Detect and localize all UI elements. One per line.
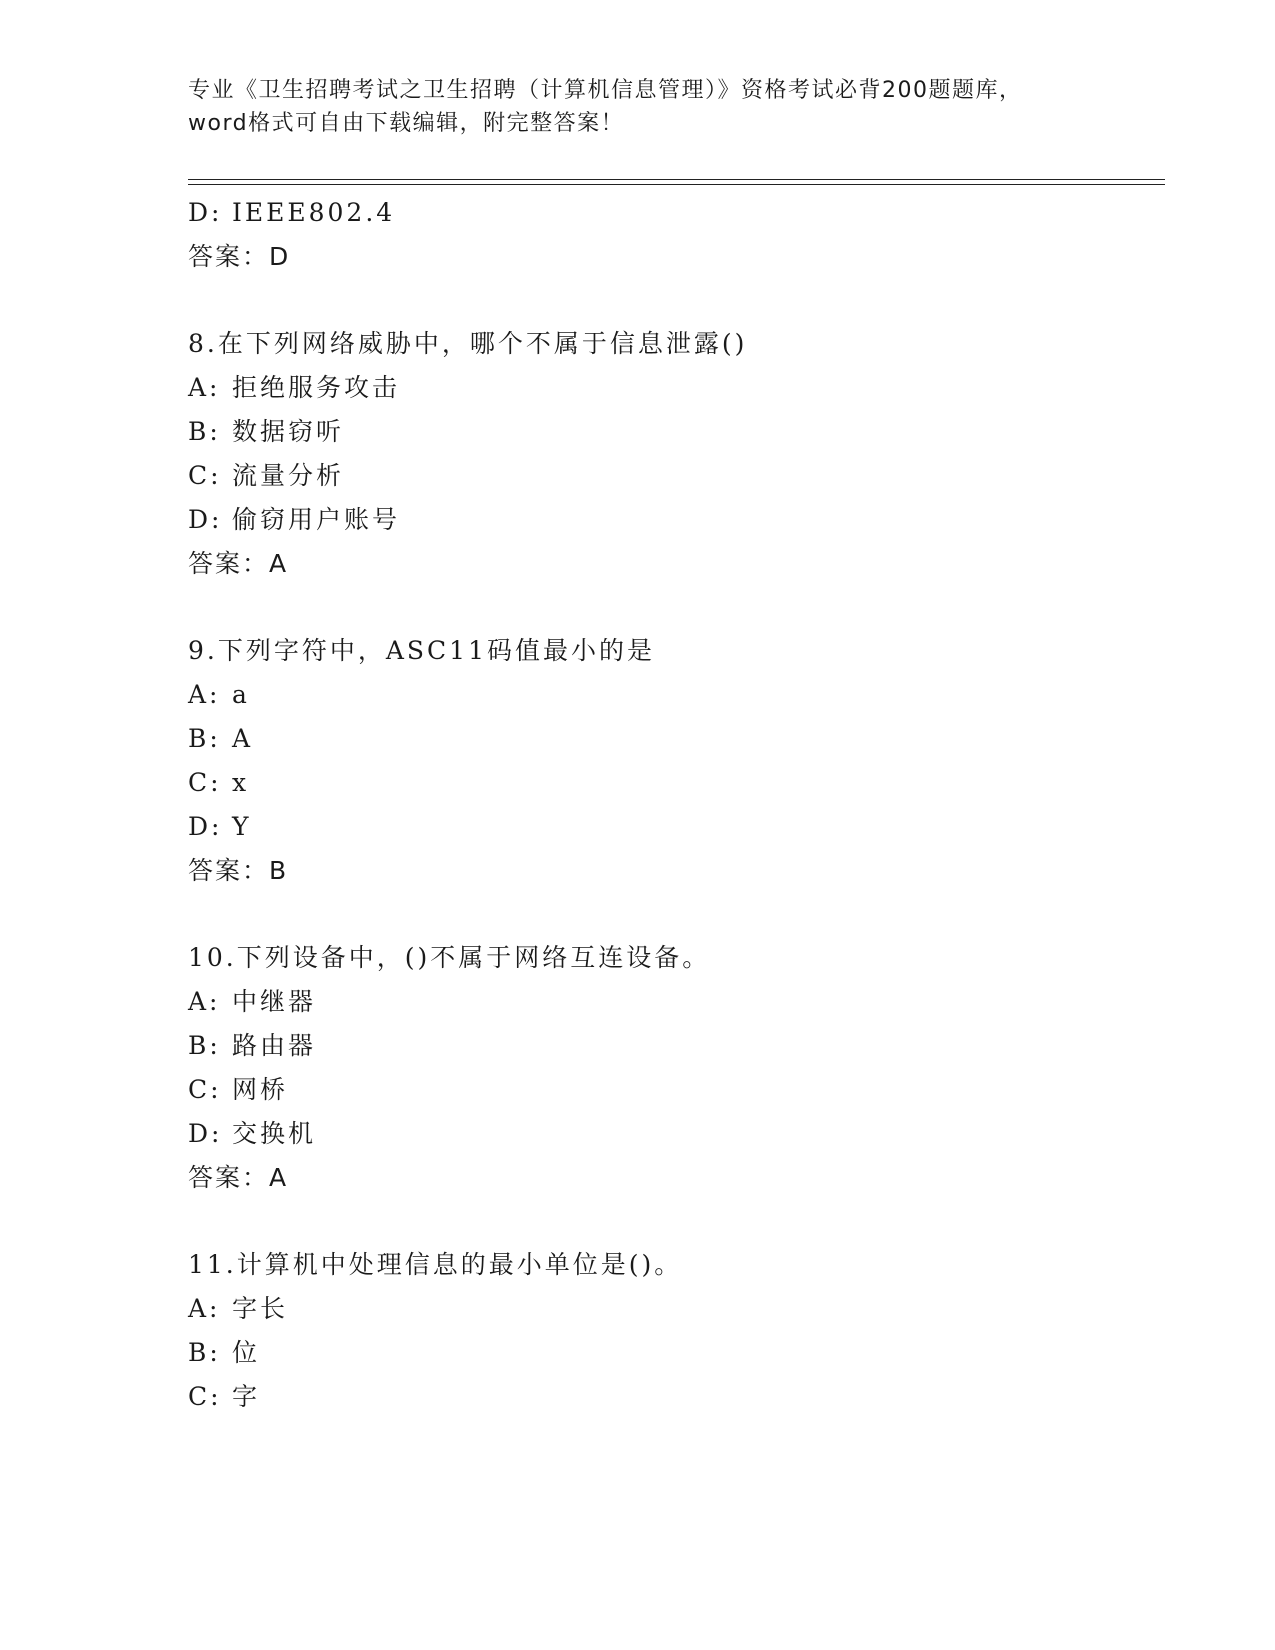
option-key: D: xyxy=(188,1119,223,1148)
option-text: x xyxy=(232,768,250,797)
question-9-stem: 9.下列字符中，ASC11码值最小的是 xyxy=(188,636,655,665)
option-text: 网桥 xyxy=(232,1075,289,1104)
header-divider-bottom xyxy=(188,184,1165,185)
option-text: a xyxy=(232,680,250,709)
option-key: A: xyxy=(188,1294,221,1323)
header-line-1: 专业《卫生招聘考试之卫生招聘（计算机信息管理）》资格考试必背200题题库， xyxy=(188,78,1023,103)
question-10-stem: 10.下列设备中，()不属于网络互连设备。 xyxy=(188,943,711,972)
option-text: 字 xyxy=(232,1382,261,1411)
option-key: D: xyxy=(188,812,223,841)
option-key: D: xyxy=(188,198,223,227)
question-11-option-c xyxy=(188,1380,260,1414)
option-text: 路由器 xyxy=(232,1031,317,1060)
question-8-answer: 答案：A xyxy=(188,549,289,578)
option-text: 中继器 xyxy=(232,987,317,1016)
question-10-option-b xyxy=(188,1029,316,1063)
question-10-answer: 答案：A xyxy=(188,1163,289,1192)
question-8-option-a xyxy=(188,371,400,405)
option-key: B: xyxy=(188,1031,221,1060)
option-key: A: xyxy=(188,680,221,709)
option-text: 字长 xyxy=(232,1294,289,1323)
header-divider-top xyxy=(188,179,1165,180)
option-key: C: xyxy=(188,1382,222,1411)
question-9-option-d xyxy=(188,810,252,844)
question-11-option-a xyxy=(188,1292,288,1326)
question-9-option-a xyxy=(188,678,250,712)
question-10-option-d xyxy=(188,1117,316,1151)
option-key: C: xyxy=(188,461,222,490)
option-text: 偷窃用户账号 xyxy=(232,505,401,534)
option-key: C: xyxy=(188,768,222,797)
option-key: C: xyxy=(188,1075,222,1104)
option-key: A: xyxy=(188,987,221,1016)
question-10-option-a xyxy=(188,985,316,1019)
question-11-option-b xyxy=(188,1336,260,1370)
prev-answer: 答案：D xyxy=(188,242,291,271)
option-text: 交换机 xyxy=(232,1119,317,1148)
option-key: B: xyxy=(188,724,221,753)
question-9-option-b xyxy=(188,722,253,756)
option-text: Y xyxy=(232,812,252,841)
header-line-2: word格式可自由下载编辑，附完整答案！ xyxy=(188,111,625,136)
question-8-stem: 8.在下列网络威胁中，哪个不属于信息泄露() xyxy=(188,329,748,358)
question-9-answer: 答案：B xyxy=(188,856,289,885)
question-10-option-c xyxy=(188,1073,288,1107)
question-11-stem: 11.计算机中处理信息的最小单位是()。 xyxy=(188,1250,683,1279)
question-8-option-c xyxy=(188,459,344,493)
option-text: 流量分析 xyxy=(232,461,345,490)
option-key: D: xyxy=(188,505,223,534)
question-8-option-d xyxy=(188,503,400,537)
option-key: B: xyxy=(188,417,221,446)
option-text: A xyxy=(232,724,254,753)
question-8-option-b xyxy=(188,415,344,449)
prev-option-d xyxy=(188,196,395,230)
option-key: B: xyxy=(188,1338,221,1367)
option-text: 位 xyxy=(232,1338,261,1367)
option-key: A: xyxy=(188,373,221,402)
option-text: 拒绝服务攻击 xyxy=(232,373,401,402)
question-9-option-c xyxy=(188,766,249,800)
option-text: IEEE802.4 xyxy=(232,198,396,227)
document-header xyxy=(188,74,1088,140)
option-text: 数据窃听 xyxy=(232,417,345,446)
